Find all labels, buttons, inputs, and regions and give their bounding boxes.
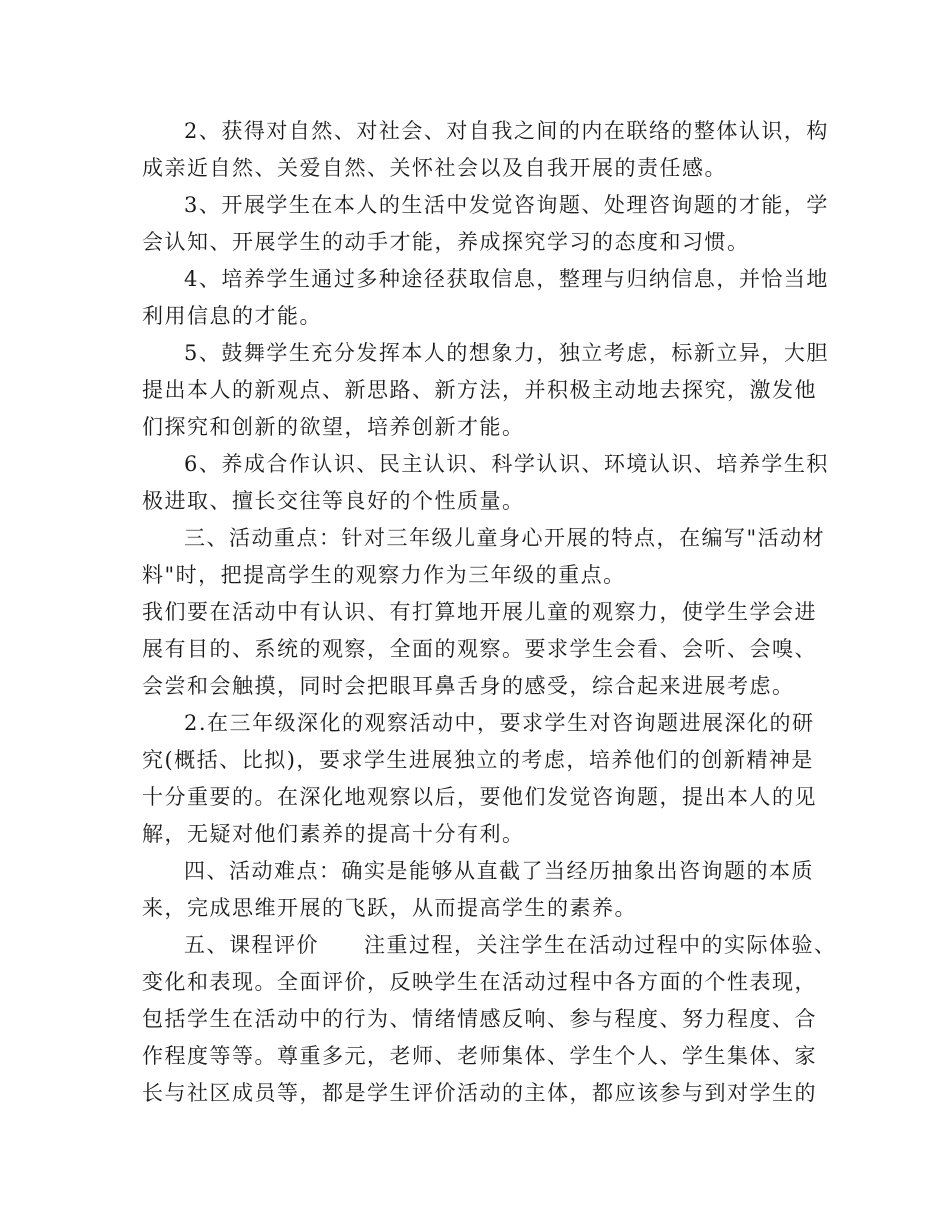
text-line: 极进取、擅长交往等良好的个性质量。 [142, 489, 525, 513]
text-line: 展有目的、系统的观察，全面的观察。要求学生会看、会听、会嗅、 [142, 637, 817, 661]
text-line: 成亲近自然、关爱自然、关怀社会以及自我开展的责任感。 [142, 156, 727, 180]
text-line: 四、活动难点：确实是能够从直截了当经历抽象出咨询题的本质 [184, 859, 814, 883]
text-line: 4、培养学生通过多种途径获取信息，整理与归纳信息，并恰当地 [184, 267, 829, 291]
text-line: 3、开展学生在本人的生活中发觉咨询题、处理咨询题的才能，学 [184, 193, 829, 217]
text-line: 十分重要的。在深化地观察以后，要他们发觉咨询题，提出本人的见 [142, 785, 817, 809]
text-line: 变化和表现。全面评价，反映学生在活动过程中各方面的个性表现， [142, 970, 817, 994]
text-line: 提出本人的新观点、新思路、新方法，并积极主动地去探究，激发他 [142, 378, 817, 402]
text-line: 利用信息的才能。 [142, 304, 322, 328]
text-line: 作程度等等。尊重多元，老师、老师集体、学生个人、学生集体、家 [142, 1044, 817, 1068]
text-line: 三、活动重点：针对三年级儿童身心开展的特点，在编写"活动材 [184, 526, 826, 550]
text-line: 会尝和会触摸，同时会把眼耳鼻舌身的感受，综合起来进展考虑。 [142, 674, 795, 698]
text-line: 2、获得对自然、对社会、对自我之间的内在联络的整体认识，构 [184, 119, 829, 143]
text-line: 来，完成思维开展的飞跃，从而提高学生的素养。 [142, 896, 637, 920]
text-line: 包括学生在活动中的行为、情绪情感反响、参与程度、努力程度、合 [142, 1007, 817, 1031]
text-line: 5、鼓舞学生充分发挥本人的想象力，独立考虑，标新立异，大胆 [184, 341, 829, 365]
text-line: 五、课程评价 注重过程，关注学生在活动过程中的实际体验、 [184, 933, 837, 957]
text-line: 们探究和创新的欲望，培养创新才能。 [142, 415, 525, 439]
text-line: 会认知、开展学生的动手才能，养成探究学习的态度和习惯。 [142, 230, 750, 254]
text-line: 长与社区成员等，都是学生评价活动的主体，都应该参与到对学生的 [142, 1081, 817, 1105]
text-line: 2.在三年级深化的观察活动中，要求学生对咨询题进展深化的研 [184, 711, 815, 735]
text-line: 6、养成合作认识、民主认识、科学认识、环境认识、培养学生积 [184, 452, 829, 476]
text-line: 究(概括、比拟)，要求学生进展独立的考虑，培养他们的创新精神是 [142, 748, 814, 772]
text-line: 料"时，把提高学生的观察力作为三年级的重点。 [142, 563, 626, 587]
text-line: 我们要在活动中有认识、有打算地开展儿童的观察力，使学生学会进 [142, 600, 817, 624]
text-line: 解，无疑对他们素养的提高十分有利。 [142, 822, 525, 846]
